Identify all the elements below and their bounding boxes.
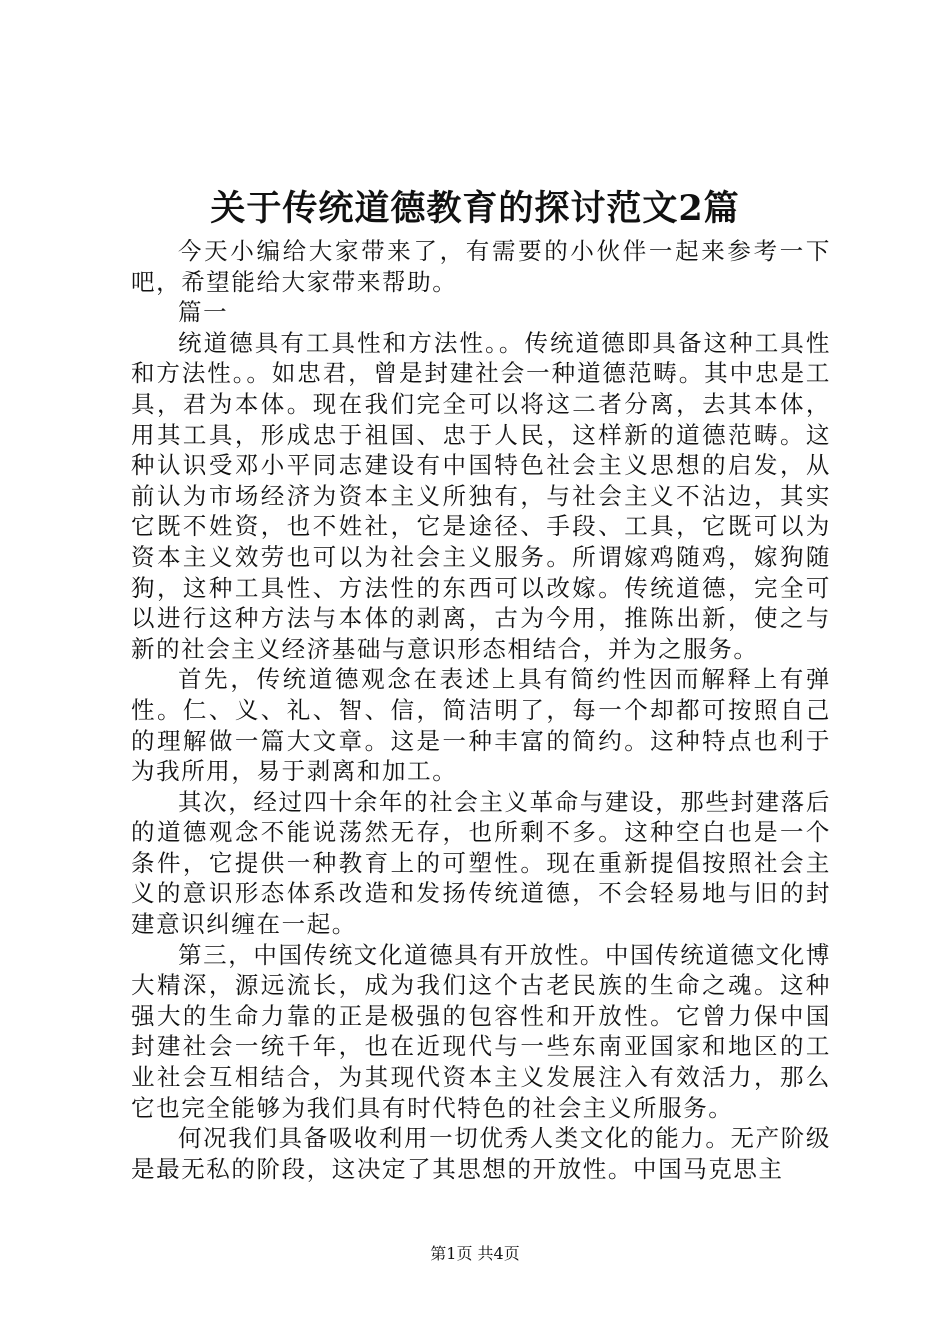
page-footer: 第1页 共4页 [430,1244,520,1263]
paragraph: 第三，中国传统文化道德具有开放性。中国传统道德文化博大精深，源远流长，成为我们这个古老民族的生命之魂。这种强大的生命力靠的正是极强的包容性和开放性。它曾力保中国封建社会一统千年，也在近现代与一些东南亚国家和地区的工业社会互相结合，为其现代资本主义发展注入有效活力，那么它也完全能够为我们具有时代特色的社会主义所服务。 [131,940,831,1122]
document-body [131,236,831,1184]
paragraph: 何况我们具备吸收利用一切优秀人类文化的能力。无产阶级是最无私的阶段，这决定了其思想的开放性。中国马克思主 [131,1124,831,1183]
paragraph-intro: 今天小编给大家带来了，有需要的小伙伴一起来参考一下吧，希望能给大家带来帮助。 [131,237,831,296]
paragraph: 首先，传统道德观念在表述上具有简约性因而解释上有弹性。仁、义、礼、智、信，简洁明了，每一个却都可按照自己的理解做一篇大文章。这是一种丰富的简约。这种特点也利于为我所用，易于剥离和加工。 [131,665,831,786]
section-heading: 篇一 [178,298,229,327]
document-title: 关于传统道德教育的探讨范文2篇 [210,188,740,229]
paragraph: 统道德具有工具性和方法性。。传统道德即具备这种工具性和方法性。。如忠君，曾是封建社会一种道德范畴。其中忠是工具，君为本体。现在我们完全可以将这二者分离，去其本体，用其工具，形成忠于祖国、忠于人民，这样新的道德范畴。这种认识受邓小平同志建设有中国特色社会主义思想的启发，从前认为市场经济为资本主义所独有，与社会主义不沾边，其实它既不姓资，也不姓社，它是途径、手段、工具，它既可以为资本主义效劳也可以为社会主义服务。所谓嫁鸡随鸡，嫁狗随狗，这种工具性、方法性的东西可以改嫁。传统道德，完全可以进行这种方法与本体的剥离，古为今用，推陈出新，使之与新的社会主义经济基础与意识形态相结合，并为之服务。 [131,328,831,663]
paragraph: 其次，经过四十余年的社会主义革命与建设，那些封建落后的道德观念不能说荡然无存，也所剩不多。这种空白也是一个条件，它提供一种教育上的可塑性。现在重新提倡按照社会主义的意识形态体系改造和发扬传统道德，不会轻易地与旧的封建意识纠缠在一起。 [131,787,831,939]
